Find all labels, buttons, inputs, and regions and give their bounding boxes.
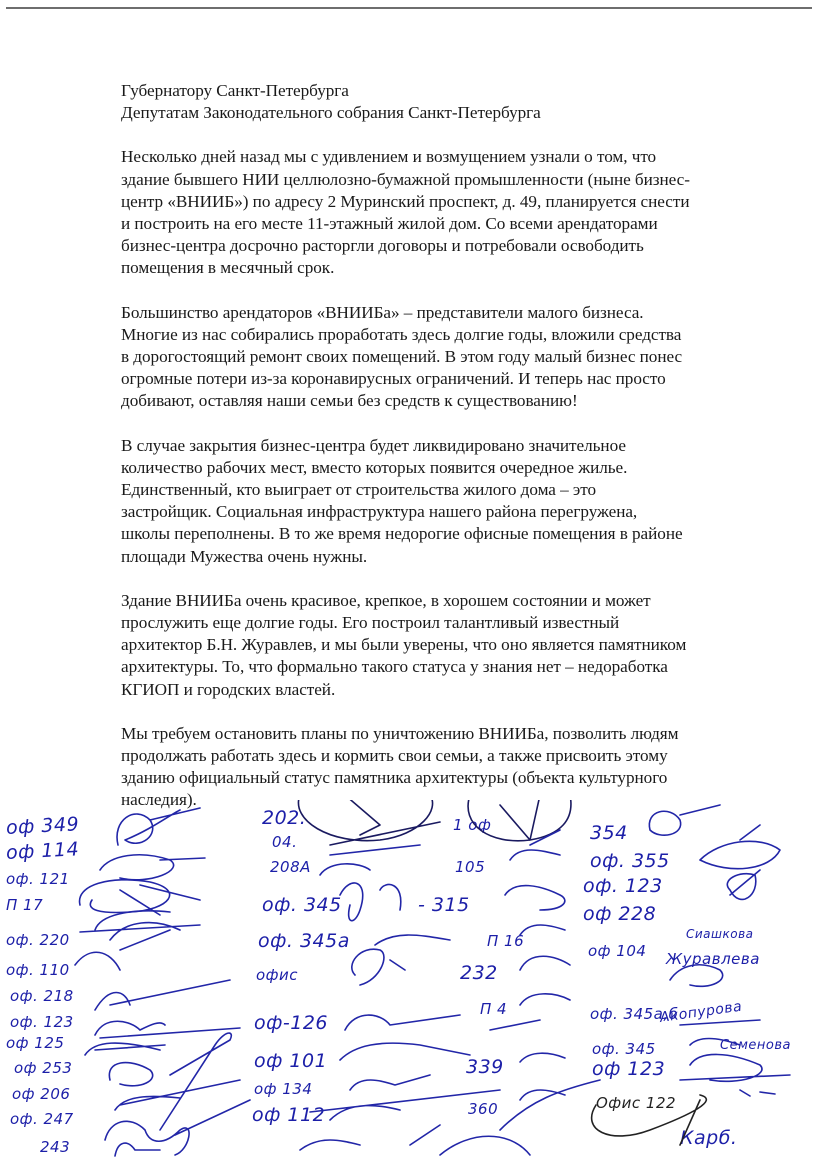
text-line: Многие из нас собирались проработать здесь долгие годы, вложили средства	[121, 324, 682, 344]
handwritten-signature-strokes	[0, 800, 818, 1157]
signature-office-label: - 315	[418, 894, 470, 916]
signature-office-label: оф. 121	[6, 870, 70, 888]
signature-name: Сиашкова	[686, 927, 754, 941]
text-line: Несколько дней назад мы с удивлением и возмущением узнали о том, что	[121, 147, 657, 167]
signature-office-label: 208А	[270, 858, 311, 876]
signature-office-label: офис	[256, 966, 298, 984]
letter-body	[121, 80, 801, 812]
text-line: бизнес-центра досрочно расторгли договоры и потребовали освободить	[121, 236, 644, 256]
recipient-deputies: Депутатам Законодательного собрания Санкт-Петербурга	[121, 103, 541, 123]
signature-scribble	[115, 1080, 240, 1110]
signature-office-label: 1 оф	[453, 816, 492, 834]
signature-office-label: 354	[590, 822, 628, 844]
text-line: и построить на его месте 11-этажный жилой дом. Со всеми арендаторами	[121, 214, 658, 234]
signature-scribble	[520, 956, 570, 970]
signature-scribble	[340, 1043, 470, 1060]
signature-scribble	[727, 870, 760, 899]
signature-scribble	[352, 949, 405, 985]
recipients-block	[121, 80, 801, 124]
signature-scribble	[350, 1075, 430, 1090]
paragraph-small-business	[121, 302, 801, 413]
signature-office-label: оф. 218	[10, 987, 74, 1005]
text-line: Единственный, кто выиграет от строительства жилого дома – это	[121, 480, 596, 500]
scan-top-edge-line	[6, 7, 812, 9]
paragraph-demands	[121, 723, 801, 812]
signature-scribble	[670, 965, 723, 987]
signature-scribble	[75, 930, 170, 970]
signature-office-label: оф 123	[592, 1058, 666, 1080]
text-line: здание бывшего НИИ целлюлозно-бумажной промышленности (ныне бизнес-	[121, 169, 690, 189]
signatures-area	[0, 800, 818, 1157]
signature-scribble	[505, 886, 565, 910]
signature-scribble	[680, 1020, 760, 1045]
signature-office-label: оф. 345	[262, 894, 342, 916]
text-line: Здание ВНИИБа очень красивое, крепкое, в хорошем состоянии и может	[121, 590, 651, 610]
signature-scribble	[468, 800, 571, 841]
signature-office-label: 105	[455, 858, 486, 876]
signature-office-label: 232	[460, 962, 498, 984]
signature-office-label: 243	[40, 1138, 71, 1156]
text-line: Большинство арендаторов «ВНИИБа» – представители малого бизнеса.	[121, 302, 644, 322]
signature-scribble	[80, 911, 200, 940]
signature-office-label: 04.	[272, 833, 298, 851]
signature-office-label: оф. 123	[583, 875, 663, 897]
signature-office-label: 360	[468, 1100, 499, 1118]
text-line: застройщик. Социальная инфраструктура нашего района перегружена,	[121, 502, 638, 522]
signature-office-label: оф 101	[254, 1050, 328, 1072]
text-line: количество рабочих мест, вместо которых появится очередное жилье.	[121, 457, 628, 477]
signature-scribble	[680, 1054, 790, 1081]
paragraph-demolition-news	[121, 146, 801, 279]
signature-scribble	[300, 1125, 440, 1150]
signature-scribble	[100, 855, 205, 880]
signature-scribble	[375, 935, 450, 945]
text-line: школы переполнены. В то же время недорогие офисные помещения в районе	[121, 524, 683, 544]
text-line: продолжать работать здесь и кормить свои семьи, а также присвоить этому	[121, 746, 668, 766]
signature-scribble	[490, 994, 570, 1030]
signature-scribble	[520, 1053, 565, 1062]
text-line: В случае закрытия бизнес-центра будет ликвидировано значительное	[121, 435, 626, 455]
signature-scribble	[700, 825, 780, 869]
signature-scribble	[320, 845, 420, 875]
signature-office-label: оф 104	[588, 942, 647, 960]
signature-office-label: оф 112	[252, 1104, 326, 1126]
signature-scribble	[649, 805, 720, 835]
signature-office-label: оф 349	[5, 813, 80, 839]
signature-name: Семенова	[720, 1038, 791, 1053]
text-line: в дорогостоящий ремонт своих помещений. В этом году малый бизнес понес	[121, 347, 683, 367]
paragraph-architecture	[121, 590, 801, 701]
text-line: центр «ВНИИБ») по адресу 2 Муринский проспект, д. 49, планируется снести	[121, 191, 690, 211]
paragraph-jobs-infrastructure	[121, 435, 801, 568]
text-line: добивают, оставляя наши семьи без средств к существованию!	[121, 391, 578, 411]
signature-scribble	[298, 800, 440, 845]
signature-office-label: оф. 345а	[258, 930, 350, 952]
text-line: Мы требуем остановить планы по уничтожению ВНИИБа, позволить людям	[121, 723, 679, 743]
signature-office-label: оф. 220	[6, 931, 70, 949]
signature-office-label: оф 114	[5, 838, 80, 864]
recipient-governor: Губернатору Санкт-Петербурга	[121, 81, 349, 100]
signature-scribble	[510, 830, 560, 860]
signature-office-label: П 4	[480, 1000, 508, 1018]
signature-office-label: оф. 110	[6, 961, 70, 979]
signature-office-label: оф. 123	[10, 1013, 74, 1031]
signature-name: Акопурова	[658, 998, 744, 1026]
signature-scribble	[115, 1143, 160, 1156]
signature-scribble	[340, 883, 401, 921]
text-line: площади Мужества очень нужны.	[121, 546, 368, 566]
signature-office-label: оф 253	[14, 1059, 73, 1077]
text-line: огромные потери из-за коронавирусных ограничений. И теперь нас просто	[121, 369, 666, 389]
signature-office-label: Офис 122	[596, 1094, 677, 1112]
signature-office-label: оф 228	[583, 903, 657, 925]
signature-scribble	[80, 880, 200, 915]
text-line: помещения в месячный срок.	[121, 258, 335, 278]
signature-office-label: оф 206	[12, 1085, 71, 1103]
text-line: наследия).	[121, 790, 197, 810]
signature-office-label: оф. 345а,б	[590, 1005, 679, 1023]
signature-scribble	[740, 1090, 775, 1096]
signature-scribble	[500, 1080, 600, 1130]
signature-scribble	[592, 1095, 707, 1145]
signature-name: Журавлева	[666, 950, 760, 968]
text-line: прослужить еще долгие годы. Его построил талантливый известный	[121, 613, 620, 633]
signature-scribble	[520, 925, 565, 935]
signature-office-label: П 17	[6, 896, 44, 914]
signature-office-label: оф. 345	[592, 1040, 656, 1058]
signature-scribble	[105, 1100, 250, 1155]
signature-scribble	[95, 980, 230, 1010]
signature-office-label: 202.	[262, 807, 307, 829]
signature-office-label: оф 125	[6, 1034, 65, 1052]
signature-scribble	[345, 1015, 460, 1030]
signature-office-label: оф. 247	[10, 1110, 74, 1128]
signature-scribble	[310, 1090, 500, 1120]
signature-name: Карб.	[680, 1127, 738, 1149]
signature-office-label: П 16	[487, 932, 525, 950]
signature-scribble	[95, 1021, 240, 1038]
signature-office-label: оф 134	[254, 1080, 313, 1098]
signature-scribble	[117, 808, 200, 845]
signature-scribble	[440, 1136, 530, 1155]
signature-office-label: оф-126	[254, 1012, 328, 1034]
text-line: архитектор Б.Н. Журавлев, и мы были уверены, что оно является памятником	[121, 635, 687, 655]
signature-office-label: оф. 355	[590, 850, 670, 872]
text-line: зданию официальный статус памятника архитектуры (объекта культурного	[121, 768, 668, 788]
text-line: КГИОП и городских властей.	[121, 679, 336, 699]
signature-scribble	[85, 1043, 165, 1055]
text-line: архитектуры. То, что формально такого статуса у знания нет – недоработка	[121, 657, 668, 677]
signature-office-label: 339	[466, 1056, 504, 1078]
